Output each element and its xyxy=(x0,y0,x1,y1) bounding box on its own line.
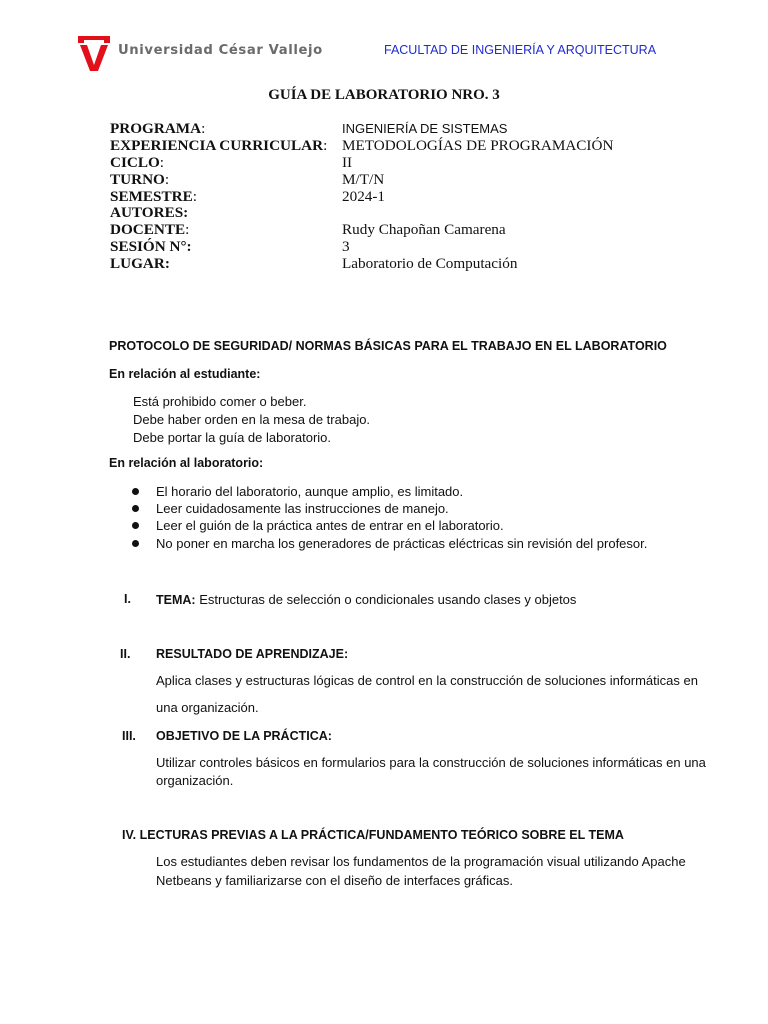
student-rules-list xyxy=(133,393,370,447)
info-value: Laboratorio de Computación xyxy=(342,255,518,273)
section-text: Estructuras de selección o condicionales usando clases y objetos xyxy=(195,592,577,607)
document-title: GUÍA DE LABORATORIO NRO. 3 xyxy=(268,87,500,103)
student-heading: En relación al estudiante: xyxy=(109,367,261,381)
section-number: II. xyxy=(120,647,131,661)
info-label: CICLO: xyxy=(110,153,165,171)
list-item: Debe portar la guía de laboratorio. xyxy=(133,430,332,445)
info-label: EXPERIENCIA CURRICULAR: xyxy=(110,136,328,154)
list-item-text: Leer cuidadosamente las instrucciones de manejo. xyxy=(156,501,449,517)
list-item: Está prohibido comer o beber. xyxy=(133,394,307,409)
university-logo xyxy=(76,33,326,73)
protocol-heading: PROTOCOLO DE SEGURIDAD/ NORMAS BÁSICAS PARA EL TRABAJO EN EL LABORATORIO xyxy=(109,339,667,353)
info-value: Rudy Chapoñan Camarena xyxy=(342,221,506,239)
info-value: M/T/N xyxy=(342,170,385,188)
section-paragraph-line: una organización. xyxy=(156,700,259,715)
ucv-shield-icon xyxy=(76,33,112,73)
section-paragraph-line: Los estudiantes deben revisar los fundamentos de la programación visual utilizando Apache xyxy=(156,854,686,869)
info-label: SESIÓN N°: xyxy=(110,238,192,256)
info-label: TURNO: xyxy=(110,170,170,188)
section-heading: RESULTADO DE APRENDIZAJE: xyxy=(156,647,349,661)
bullet-icon xyxy=(132,488,139,495)
section-paragraph-line: Utilizar controles básicos en formularios para la construcción de soluciones informáticas en una xyxy=(156,755,706,770)
info-label: AUTORES: xyxy=(110,204,189,222)
bullet-icon xyxy=(132,522,139,529)
section-number: III. xyxy=(122,729,136,743)
section-paragraph-line: Netbeans y familiarizarse con el diseño de interfaces gráficas. xyxy=(156,873,513,888)
info-value: 2024-1 xyxy=(342,187,386,205)
section-heading: IV. LECTURAS PREVIAS A LA PRÁCTICA/FUNDAMENTO TEÓRICO SOBRE EL TEMA xyxy=(122,828,624,842)
section-paragraph-line: Aplica clases y estructuras lógicas de control en la construcción de soluciones informáticas en xyxy=(156,673,698,688)
list-item: Debe haber orden en la mesa de trabajo. xyxy=(133,412,371,427)
section-paragraph-line: organización. xyxy=(156,773,234,788)
university-name: Universidad César Vallejo xyxy=(118,43,323,58)
lab-heading: En relación al laboratorio: xyxy=(109,456,264,470)
info-value: METODOLOGÍAS DE PROGRAMACIÓN xyxy=(342,136,614,154)
list-item-text: Leer el guión de la práctica antes de entrar en el laboratorio. xyxy=(156,518,504,534)
section-number: I. xyxy=(124,592,131,606)
info-label: LUGAR: xyxy=(110,255,170,273)
section-tema xyxy=(156,592,576,607)
faculty-name: FACULTAD DE INGENIERÍA Y ARQUITECTURA xyxy=(384,43,657,57)
bullet-icon xyxy=(132,505,139,512)
section-heading: TEMA: xyxy=(156,593,196,607)
info-label: SEMESTRE: xyxy=(110,187,197,205)
info-value: 3 xyxy=(342,238,350,256)
bullet-icon xyxy=(132,540,139,547)
info-value: INGENIERÍA DE SISTEMAS xyxy=(342,121,508,136)
section-heading: OBJETIVO DE LA PRÁCTICA: xyxy=(156,729,332,743)
info-value: II xyxy=(342,153,353,171)
list-item-text: El horario del laboratorio, aunque amplio, es limitado. xyxy=(156,484,464,499)
list-item-text: No poner en marcha los generadores de prácticas eléctricas sin revisión del profesor. xyxy=(156,535,648,551)
info-label: PROGRAMA: xyxy=(110,120,206,137)
info-label: DOCENTE: xyxy=(110,221,190,239)
